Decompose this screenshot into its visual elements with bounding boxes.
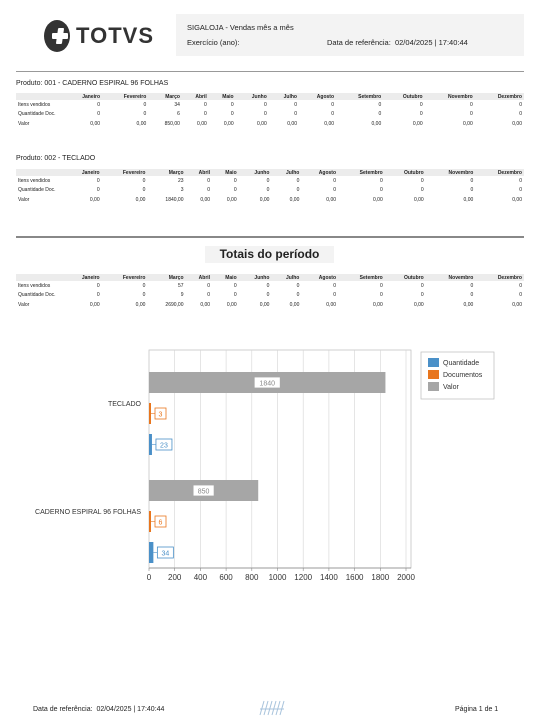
bar bbox=[149, 511, 151, 532]
bar bbox=[149, 542, 153, 563]
table-cell: 0 bbox=[469, 111, 473, 118]
x-tick-label: 1400 bbox=[320, 573, 338, 582]
table-cell: 0 bbox=[263, 101, 267, 108]
table-cell: 0 bbox=[519, 111, 522, 118]
table-cell: 0 bbox=[296, 177, 300, 184]
table-cell: 0 bbox=[97, 101, 101, 108]
month-header: Fevereiro bbox=[102, 169, 148, 176]
month-header: Novembro bbox=[426, 169, 476, 176]
table-cell: 0,00 bbox=[89, 196, 100, 203]
month-header: Dezembro bbox=[475, 169, 524, 176]
month-header: Abril bbox=[182, 93, 209, 100]
table-cell: 0,00 bbox=[412, 120, 423, 127]
table-row bbox=[16, 281, 524, 291]
table-cell: 0 bbox=[333, 177, 337, 184]
table-row bbox=[16, 110, 524, 120]
table-cell: 0,00 bbox=[371, 120, 382, 127]
data-label: 1840 bbox=[259, 380, 276, 388]
table-cell: 0,00 bbox=[373, 196, 383, 203]
x-tick-label: 2000 bbox=[397, 573, 415, 582]
table-cell: 0 bbox=[230, 101, 234, 108]
table-cell: 0,00 bbox=[259, 301, 270, 308]
table-cell: 0 bbox=[233, 282, 237, 289]
table-row bbox=[16, 291, 524, 301]
watermark-icon bbox=[258, 699, 288, 717]
table-cell: 850,00 bbox=[164, 120, 180, 127]
legend-swatch bbox=[428, 358, 439, 367]
table-cell: 0 bbox=[333, 292, 337, 299]
month-header: Dezembro bbox=[475, 274, 524, 281]
table-cell: 0 bbox=[266, 187, 270, 194]
sales-bar-chart bbox=[0, 340, 536, 590]
table-cell: 0 bbox=[233, 177, 237, 184]
table-header-row bbox=[16, 93, 524, 100]
month-header: Março bbox=[147, 274, 185, 281]
month-header: Agosto bbox=[301, 169, 338, 176]
month-header: Março bbox=[148, 93, 182, 100]
x-tick-label: 400 bbox=[193, 573, 208, 582]
category-label: TECLADO bbox=[107, 401, 141, 408]
table-cell: 0 bbox=[207, 292, 211, 299]
table-row bbox=[16, 195, 524, 205]
month-header: Setembro bbox=[338, 169, 385, 176]
month-header: Dezembro bbox=[475, 93, 524, 100]
month-header: Maio bbox=[212, 169, 239, 176]
exercise-label: Exercício (ano): bbox=[187, 38, 240, 47]
table-cell: 0 bbox=[519, 187, 522, 194]
month-header: Abril bbox=[186, 169, 213, 176]
x-tick-label: 1000 bbox=[268, 573, 287, 582]
month-header: Agosto bbox=[301, 274, 338, 281]
x-tick-label: 200 bbox=[168, 573, 182, 582]
month-header: Agosto bbox=[299, 93, 336, 100]
table-cell: 0 bbox=[470, 187, 474, 194]
month-header: Maio bbox=[209, 93, 236, 100]
table-row bbox=[16, 300, 524, 310]
table-cell: 34 bbox=[174, 101, 180, 108]
table-cell: 0,00 bbox=[197, 120, 207, 127]
table-cell: 0 bbox=[378, 101, 382, 108]
x-tick-label: 600 bbox=[219, 573, 233, 582]
month-header: Outubro bbox=[385, 274, 426, 281]
table-cell: 0 bbox=[266, 292, 270, 299]
table-row bbox=[16, 119, 524, 129]
month-header: Abril bbox=[186, 274, 213, 281]
product-table bbox=[16, 93, 524, 129]
month-header: Outubro bbox=[385, 169, 426, 176]
table-cell: 0 bbox=[207, 187, 211, 194]
table-cell: 0 bbox=[294, 101, 297, 108]
month-header: Julho bbox=[269, 93, 299, 100]
month-header: Novembro bbox=[426, 274, 476, 281]
data-label: 23 bbox=[160, 442, 168, 450]
table-cell: 0 bbox=[519, 101, 522, 108]
table-cell: 0 bbox=[420, 187, 424, 194]
table-cell: 0 bbox=[470, 292, 474, 299]
footer-reference-date: Data de referência: 02/04/2025 | 17:40:44 bbox=[33, 706, 165, 713]
table-cell: 0 bbox=[233, 292, 237, 299]
table-cell: 0,00 bbox=[226, 301, 237, 308]
table-cell: 0 bbox=[419, 101, 423, 108]
table-cell: 0 bbox=[143, 101, 147, 108]
row-label: Quantidade Doc. bbox=[18, 111, 56, 118]
data-label: 34 bbox=[161, 550, 170, 558]
table-cell: 0 bbox=[203, 101, 207, 108]
table-cell: 0 bbox=[203, 111, 207, 118]
month-header: Junho bbox=[239, 274, 272, 281]
table-cell: 0,00 bbox=[413, 301, 424, 308]
table-cell: 0 bbox=[331, 101, 335, 108]
table-cell: 0,00 bbox=[89, 301, 100, 308]
row-label: Valor bbox=[18, 120, 30, 127]
month-header: Junho bbox=[239, 169, 272, 176]
table-cell: 0,00 bbox=[223, 120, 234, 127]
x-tick-label: 800 bbox=[245, 573, 259, 582]
row-label: Valor bbox=[18, 301, 30, 308]
x-tick-label: 1800 bbox=[371, 573, 390, 582]
totals-divider bbox=[16, 236, 524, 238]
row-label: Itens vendidos bbox=[18, 282, 51, 289]
table-cell: 0 bbox=[142, 282, 146, 289]
table-cell: 0 bbox=[97, 111, 101, 118]
table-cell: 0,00 bbox=[463, 120, 473, 127]
table-cell: 0 bbox=[296, 292, 300, 299]
month-header: Janeiro bbox=[64, 93, 102, 100]
x-tick-label: 0 bbox=[146, 573, 152, 582]
table-cell: 0 bbox=[419, 111, 423, 118]
table-cell: 0,00 bbox=[135, 196, 146, 203]
month-header: Julho bbox=[271, 274, 301, 281]
x-tick-label: 1600 bbox=[345, 573, 364, 582]
totvs-logo-icon bbox=[44, 20, 70, 52]
table-cell: 0,00 bbox=[512, 196, 522, 203]
product-title: Produto: 002 - TECLADO bbox=[16, 155, 96, 162]
month-header: Janeiro bbox=[64, 274, 102, 281]
table-cell: 0,00 bbox=[463, 196, 474, 203]
month-header: Setembro bbox=[338, 274, 385, 281]
table-cell: 0,00 bbox=[287, 120, 297, 127]
table-row bbox=[16, 176, 524, 186]
table-cell: 0 bbox=[230, 111, 234, 118]
table-cell: 1840,00 bbox=[165, 196, 184, 203]
table-cell: 0,00 bbox=[373, 301, 383, 308]
legend-label: Valor bbox=[443, 384, 459, 391]
table-cell: 0 bbox=[379, 282, 383, 289]
table-cell: 0 bbox=[519, 292, 522, 299]
table-cell: 0 bbox=[296, 282, 300, 289]
table-cell: 0,00 bbox=[326, 301, 337, 308]
month-header: Novembro bbox=[425, 93, 475, 100]
table-cell: 0 bbox=[96, 177, 100, 184]
table-cell: 0,00 bbox=[226, 196, 237, 203]
header-divider bbox=[16, 71, 524, 72]
table-cell: 0,00 bbox=[326, 196, 337, 203]
reference-date: Data de referência: 02/04/2025 | 17:40:44 bbox=[327, 38, 468, 47]
row-label: Itens vendidos bbox=[18, 101, 51, 108]
table-row bbox=[16, 186, 524, 196]
x-tick-label: 1200 bbox=[294, 573, 313, 582]
legend-swatch bbox=[428, 370, 439, 379]
data-label: 6 bbox=[158, 519, 163, 527]
table-cell: 0 bbox=[96, 292, 100, 299]
table-cell: 0 bbox=[263, 111, 267, 118]
table-cell: 0 bbox=[233, 187, 237, 194]
table-cell: 0 bbox=[333, 282, 337, 289]
month-header: Julho bbox=[271, 169, 301, 176]
report-title: SIGALOJA - Vendas mês a mês bbox=[187, 23, 294, 32]
data-label: 850 bbox=[197, 488, 210, 496]
row-label: Valor bbox=[18, 196, 30, 203]
table-cell: 0,00 bbox=[200, 196, 211, 203]
table-cell: 0 bbox=[331, 111, 335, 118]
table-cell: 0,00 bbox=[289, 196, 300, 203]
table-cell: 0 bbox=[420, 282, 424, 289]
table-cell: 0 bbox=[470, 282, 474, 289]
table-cell: 0 bbox=[470, 177, 474, 184]
table-cell: 0 bbox=[142, 177, 146, 184]
table-cell: 23 bbox=[177, 177, 184, 184]
table-cell: 0 bbox=[519, 177, 522, 184]
table-cell: 0,00 bbox=[512, 301, 522, 308]
data-label: 3 bbox=[158, 411, 163, 419]
table-cell: 0,00 bbox=[257, 120, 267, 127]
table-cell: 0,00 bbox=[413, 196, 424, 203]
table-cell: 0 bbox=[296, 187, 300, 194]
table-cell: 0,00 bbox=[289, 301, 300, 308]
table-cell: 57 bbox=[177, 282, 184, 289]
report-header bbox=[176, 14, 524, 56]
table-cell: 0 bbox=[207, 282, 211, 289]
table-cell: 6 bbox=[177, 111, 180, 118]
table-cell: 0 bbox=[143, 111, 147, 118]
month-header: Fevereiro bbox=[102, 274, 148, 281]
table-cell: 0 bbox=[294, 111, 297, 118]
table-cell: 0,00 bbox=[135, 301, 146, 308]
table-cell: 0 bbox=[142, 187, 146, 194]
table-cell: 3 bbox=[180, 187, 184, 194]
table-cell: 0 bbox=[379, 177, 383, 184]
month-header: Junho bbox=[236, 93, 269, 100]
month-header: Março bbox=[147, 169, 185, 176]
table-cell: 0 bbox=[142, 292, 146, 299]
legend-swatch bbox=[428, 382, 439, 391]
table-cell: 0 bbox=[469, 101, 473, 108]
brand-name: TOTVS bbox=[76, 23, 154, 48]
table-cell: 0 bbox=[266, 282, 270, 289]
table-header-row bbox=[16, 274, 524, 281]
table-cell: 0,00 bbox=[512, 120, 522, 127]
table-cell: 0 bbox=[333, 187, 337, 194]
month-header: Janeiro bbox=[64, 169, 102, 176]
table-cell: 0,00 bbox=[324, 120, 335, 127]
legend-label: Documentos bbox=[443, 372, 483, 379]
table-cell: 9 bbox=[180, 292, 184, 299]
totals-table bbox=[16, 274, 524, 310]
table-cell: 0 bbox=[96, 187, 100, 194]
table-cell: 0,00 bbox=[90, 120, 101, 127]
table-cell: 0,00 bbox=[200, 301, 211, 308]
table-cell: 0 bbox=[379, 187, 383, 194]
product-title: Produto: 001 - CADERNO ESPIRAL 96 FOLHAS bbox=[16, 80, 169, 87]
table-cell: 0 bbox=[420, 292, 424, 299]
row-label: Quantidade Doc. bbox=[18, 292, 56, 299]
bar bbox=[149, 434, 152, 455]
totvs-logo bbox=[44, 18, 154, 54]
month-header: Maio bbox=[212, 274, 239, 281]
table-cell: 0 bbox=[420, 177, 424, 184]
table-cell: 0 bbox=[266, 177, 270, 184]
legend-label: Quantidade bbox=[443, 360, 480, 367]
totals-title: Totais do período bbox=[205, 246, 334, 263]
product-table bbox=[16, 169, 524, 205]
table-cell: 0,00 bbox=[463, 301, 474, 308]
table-cell: 0 bbox=[519, 282, 522, 289]
table-cell: 0,00 bbox=[259, 196, 270, 203]
month-header: Fevereiro bbox=[102, 93, 148, 100]
month-header: Outubro bbox=[383, 93, 424, 100]
bar bbox=[149, 403, 151, 424]
page-number: Página 1 de 1 bbox=[455, 706, 499, 713]
table-cell: 0,00 bbox=[136, 120, 147, 127]
row-label: Quantidade Doc. bbox=[18, 187, 56, 194]
table-row bbox=[16, 100, 524, 110]
row-label: Itens vendidos bbox=[18, 177, 51, 184]
table-header-row bbox=[16, 169, 524, 176]
table-cell: 0 bbox=[379, 292, 383, 299]
table-cell: 0 bbox=[96, 282, 100, 289]
table-cell: 0 bbox=[378, 111, 382, 118]
table-cell: 0 bbox=[207, 177, 211, 184]
month-header: Setembro bbox=[336, 93, 383, 100]
table-cell: 2690,00 bbox=[165, 301, 184, 308]
category-label: CADERNO ESPIRAL 96 FOLHAS bbox=[35, 509, 141, 516]
